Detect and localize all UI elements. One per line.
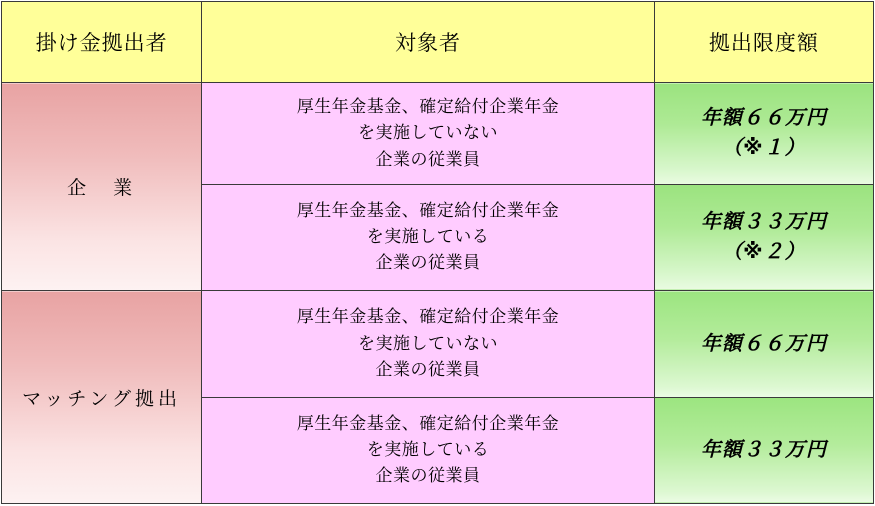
limit-cell	[654, 397, 873, 504]
target-line: を実施していない	[357, 333, 498, 353]
limit-line: 年額３３万円	[700, 211, 827, 234]
limit-cell	[654, 184, 873, 290]
target-cell	[202, 83, 655, 184]
limit-cell	[654, 83, 873, 184]
limit-note: （※１）	[722, 137, 806, 160]
target-line: 厚生年金基金、確定給付企業年金	[296, 96, 560, 116]
table-row	[2, 291, 874, 397]
category-corporate: 企 業	[2, 83, 202, 291]
target-line: 企業の従業員	[375, 253, 481, 273]
contribution-limit-table	[1, 1, 874, 504]
target-line: 厚生年金基金、確定給付企業年金	[296, 200, 560, 220]
target-line: を実施している	[366, 227, 490, 247]
target-line: 企業の従業員	[375, 149, 481, 169]
target-cell	[202, 397, 655, 504]
limit-note: （※２）	[722, 241, 806, 264]
limit-line: 年額６６万円	[700, 332, 827, 355]
contribution-limit-table-container	[0, 1, 875, 506]
limit-line: 年額３３万円	[700, 439, 827, 462]
header-limit: 拠出限度額	[654, 2, 873, 83]
limit-cell	[654, 291, 873, 397]
limit-line: 年額６６万円	[700, 107, 827, 130]
header-target: 対象者	[202, 2, 655, 83]
target-line: 厚生年金基金、確定給付企業年金	[296, 413, 560, 433]
table-row	[2, 83, 874, 184]
category-matching: マッチング拠出	[2, 291, 202, 504]
target-line: を実施している	[366, 440, 490, 460]
header-contributor: 掛け金拠出者	[2, 2, 202, 83]
target-line: を実施していない	[357, 123, 498, 143]
target-cell	[202, 291, 655, 397]
target-line: 企業の従業員	[375, 466, 481, 486]
target-line: 厚生年金基金、確定給付企業年金	[296, 307, 560, 327]
target-cell	[202, 184, 655, 290]
target-line: 企業の従業員	[375, 359, 481, 379]
table-header-row	[2, 2, 874, 83]
